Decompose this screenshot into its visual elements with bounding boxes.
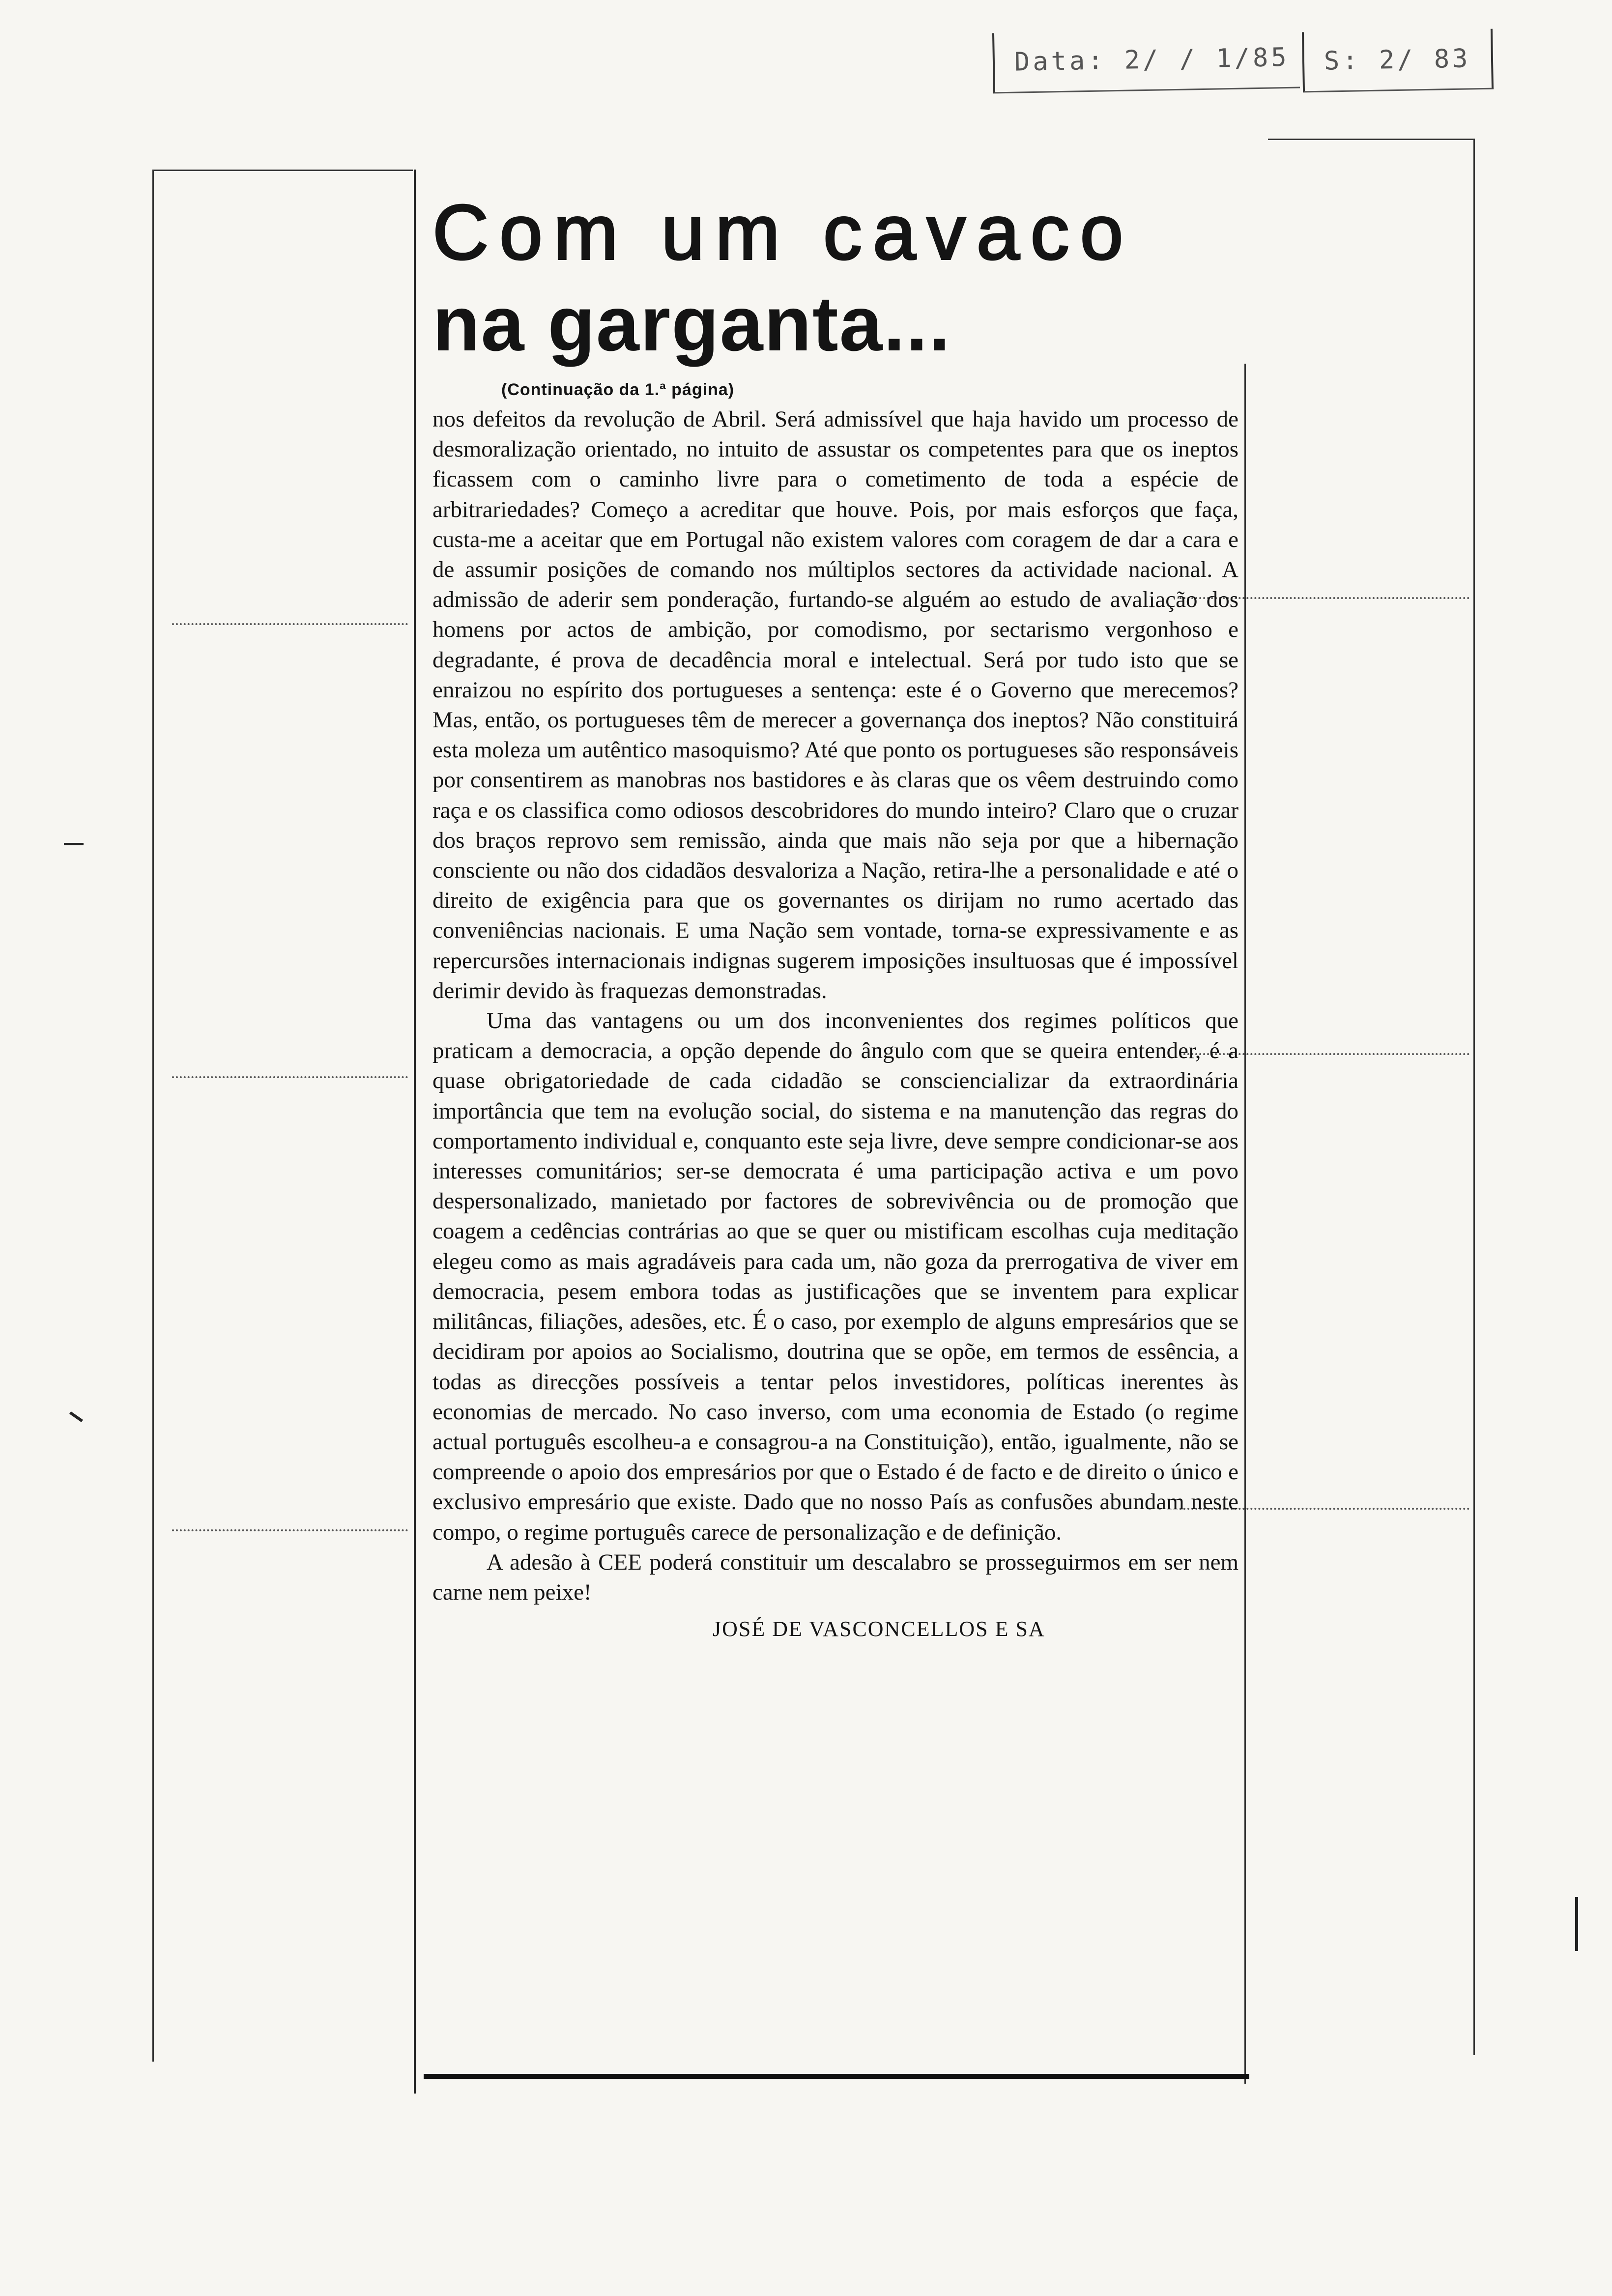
- headline-line-1: Com um cavaco: [432, 189, 1134, 276]
- newspaper-article: [432, 187, 1238, 1641]
- paragraph-1: nos defeitos da revolução de Abril. Será admissível que haja havido um processo de desmoralização orientado, no intuito de assustar os competentes para que os ineptos ficassem com o caminho livre para o cometimento de toda a espécie de arbitrariedades? Começo a acreditar que houve. Pois, por mais esforços que faça, custa-me a aceitar que em Portugal não existem valores com coragem de dar a cara e de assumir posições de comando nos múltiplos sectores da actividade nacional. A admissão de aderir sem ponderação, furtando-se alguém ao estudo de avaliação dos homens por actos de ambição, por comodismo, por sectarismo vergonhoso e degradante, é prova de decadência moral e intelectual. Será por tudo isto que se enraizou no espírito dos portugueses a sentença: este é o Governo que merecemos? Mas, então, os portugueses têm de merecer a governança dos ineptos? Não constituirá esta moleza um autêntico masoquismo? Até que ponto os portugueses são responsáveis por consentirem as manobras nos bastidores e às claras que os vêem destruindo como raça e os classifica como odiosos descobridores do mundo inteiro? Claro que o cruzar dos braços reprovo sem remissão, ainda que mais não seja por que a hibernação consciente ou não dos cidadãos desvaloriza a Nação, retira-lhe a personalidade e até o direito de exigência para que os governantes os dirijam no rumo acertado das conveniências nacionais. E uma Nação sem vontade, torna-se expressivamente e as repercursões internacionais indignas sugerem imposições insultuosas que é impossível derimir devido às fraquezas demonstradas.: [432, 406, 1238, 1004]
- column-left-rule: [414, 170, 416, 2094]
- left-fold-line-1: [172, 623, 408, 625]
- scan-mark: [64, 843, 84, 845]
- article-body: [432, 404, 1238, 1607]
- scan-mark: [69, 1411, 83, 1422]
- frame-left-edge: [152, 170, 154, 2062]
- frame-top-left-line: [152, 170, 413, 171]
- headline-line-2: na garganta...: [432, 281, 951, 367]
- paragraph-3: A adesão à CEE poderá constituir um descalabro se prosseguirmos em ser nem carne nem peixe!: [432, 1549, 1238, 1605]
- paragraph-2: Uma das vantagens ou um dos inconvenientes dos regimes políticos que praticam a democracia, a opção depende do ângulo com que se queira entender, é a quase obrigatoriedade de cada cidadão se consciencializar da extraordinária importância que tem na evolução social, do sistema e na manutenção das regras do comportamento individual e, conquanto este seja livre, deve sempre condicionar-se aos interesses comunitários; ser-se democrata é uma participação activa e um povo despersonalizado, manietado por factores de sobrevivência ou de promoção que coagem a cedências contrárias ao que se quer ou mistificam escolhas cuja meditação elegeu como as mais agradáveis para cada um, não goza da prerrogativa de viver em democracia, pesem embora todas as justificações que se inventem para explicar militâncas, filiações, adesões, etc. É o caso, por exemplo de alguns empresários que se decidiram por apoios ao Socialismo, doutrina que se opõe, em termos de essência, a todas as direcções possíveis a tentar pelos investidores, políticas inerentes às economias de mercado. No caso inverso, com uma economia de Estado (o regime actual português escolheu-a e consagrou-a na Constituição), então, igualmente, não se compreende o apoio dos empresários por que o Estado é de facto e de direito o único e exclusivo empresário que existe. Dado que no nosso País as confusões abundam neste compo, o regime português carece de personalização e de definição.: [432, 1008, 1238, 1545]
- left-fold-line-2: [172, 1076, 408, 1078]
- continuation-note: (Continuação da 1.ª página): [501, 380, 735, 399]
- frame-top-right-line: [1268, 139, 1474, 140]
- archive-ref-stamp: S: 2/ 83: [1302, 29, 1494, 93]
- column-bottom-rule: [424, 2074, 1249, 2079]
- frame-right-edge: [1473, 139, 1475, 2055]
- column-right-rule: [1244, 364, 1246, 2084]
- scan-mark: [1575, 1897, 1578, 1951]
- archive-date-stamp: Data: 2/ / 1/85: [992, 28, 1300, 94]
- left-fold-line-3: [172, 1529, 408, 1531]
- author-signature: JOSÉ DE VASCONCELLOS E SA: [713, 1617, 1045, 1641]
- headline: [432, 187, 1238, 370]
